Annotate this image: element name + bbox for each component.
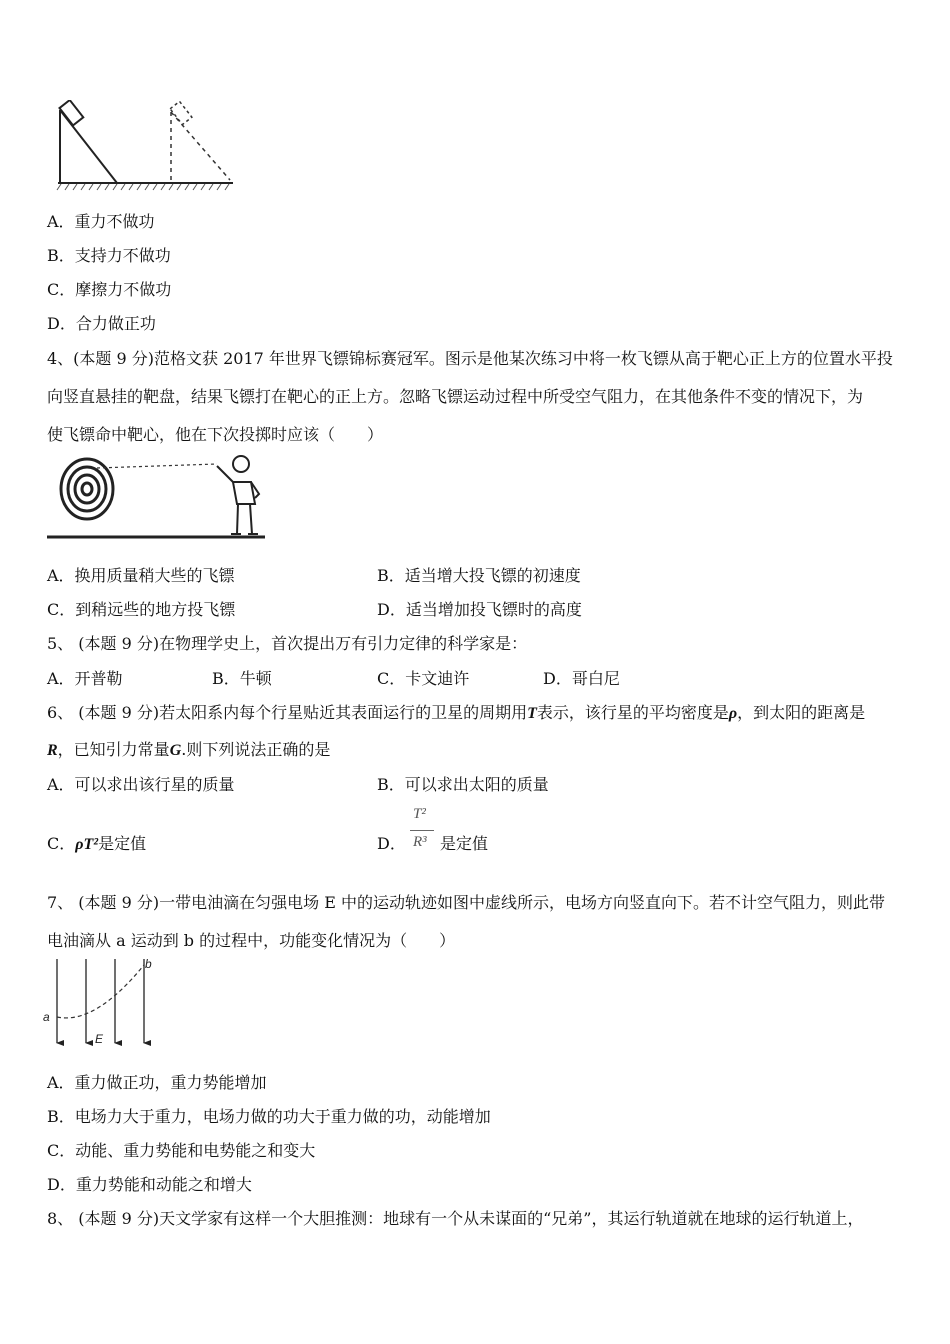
q4-option-d: D．适当增加投飞镖时的高度	[377, 600, 582, 619]
field-label-a: a	[43, 1010, 50, 1024]
q5-option-d: D．哥白尼	[543, 669, 620, 688]
q4-option-b: B．适当增大投飞镖的初速度	[377, 566, 581, 585]
q6-option-c-tail: 是定值	[98, 834, 147, 853]
q3-option-b: B．支持力不做功	[47, 246, 171, 265]
q4-stem-line2: 向竖直悬挂的靶盘，结果飞镖打在靶心的正上方。忽略飞镖运动过程中所受空气阻力，在其他条件不变的情况下，为	[47, 387, 864, 406]
q6-option-d-numerator: T²	[413, 806, 426, 822]
q4-option-c: C．到稍远些的地方投飞镖	[47, 600, 236, 619]
q6-symbol-T: T	[527, 705, 537, 722]
incline-figure	[55, 100, 240, 192]
q6-symbol-G: G	[169, 742, 182, 759]
electric-field-figure	[40, 955, 170, 1050]
q6-stem-text5: .则下列说法正确的是	[181, 740, 331, 759]
q5-option-b: B．牛顿	[212, 669, 272, 688]
field-label-b: b	[145, 957, 152, 971]
q6-stem-line2	[47, 737, 330, 760]
q4-stem-line3: 使飞镖命中靶心，他在下次投掷时应该（ ）	[47, 425, 384, 444]
q6-option-d-tail: 是定值	[440, 834, 489, 853]
q7-option-d: D．重力势能和动能之和增大	[47, 1175, 252, 1194]
q6-stem-text2: 表示，该行星的平均密度是	[536, 703, 729, 722]
q7-stem-line2: 电油滴从 a 运动到 b 的过程中，功能变化情况为（ ）	[47, 931, 456, 950]
q7-option-c: C．动能、重力势能和电势能之和变大	[47, 1141, 316, 1160]
fraction-bar	[410, 830, 434, 831]
field-label-E: E	[95, 1032, 104, 1046]
q6-option-c-label: C．	[47, 834, 76, 853]
q6-option-b: B．可以求出太阳的质量	[377, 775, 549, 794]
q5-option-c: C．卡文迪许	[377, 669, 470, 688]
q8-stem-line1: 8、 (本题 9 分)天文学家有这样一个大胆推测：地球有一个从未谋面的“兄弟”，其运行轨道就在地球的运行轨道上，	[47, 1209, 864, 1228]
q6-option-d-label: D．	[377, 834, 406, 853]
q4-stem-line1: 4、(本题 9 分)范格文获 2017 年世界飞镖锦标赛冠军。图示是他某次练习中将一枚飞镖从高于靶心正上方的位置水平投	[47, 349, 893, 368]
q3-option-a: A．重力不做功	[47, 212, 155, 231]
q6-stem-text1: 6、 (本题 9 分)若太阳系内每个行星贴近其表面运行的卫星的周期用	[47, 703, 528, 722]
q6-option-d-denominator: R³	[413, 834, 427, 850]
q3-option-d: D．合力做正功	[47, 314, 156, 333]
q6-stem-line1	[47, 700, 865, 723]
q6-option-c-expr: ρT²	[75, 836, 99, 853]
q4-option-a: A．换用质量稍大些的飞镖	[47, 566, 235, 585]
q7-option-b: B．电场力大于重力，电场力做的功大于重力做的功，动能增加	[47, 1107, 491, 1126]
q6-symbol-rho: ρ	[728, 705, 738, 722]
q3-option-c: C．摩擦力不做功	[47, 280, 172, 299]
q6-stem-text3: ，到太阳的距离是	[737, 703, 866, 722]
q5-option-a: A．开普勒	[47, 669, 123, 688]
q6-stem-text4: ，已知引力常量	[57, 740, 170, 759]
q7-stem-line1: 7、 (本题 9 分)一带电油滴在匀强电场 E 中的运动轨迹如图中虚线所示，电场方向竖直向下。若不计空气阻力，则此带	[47, 893, 885, 912]
q6-option-c	[47, 831, 146, 854]
q7-option-a: A．重力做正功，重力势能增加	[47, 1073, 267, 1092]
q6-symbol-R: R	[47, 742, 58, 759]
q6-option-a: A．可以求出该行星的质量	[47, 775, 235, 794]
dartboard-figure	[45, 452, 270, 544]
q5-stem: 5、 (本题 9 分)在物理学史上，首次提出万有引力定律的科学家是：	[47, 634, 528, 653]
